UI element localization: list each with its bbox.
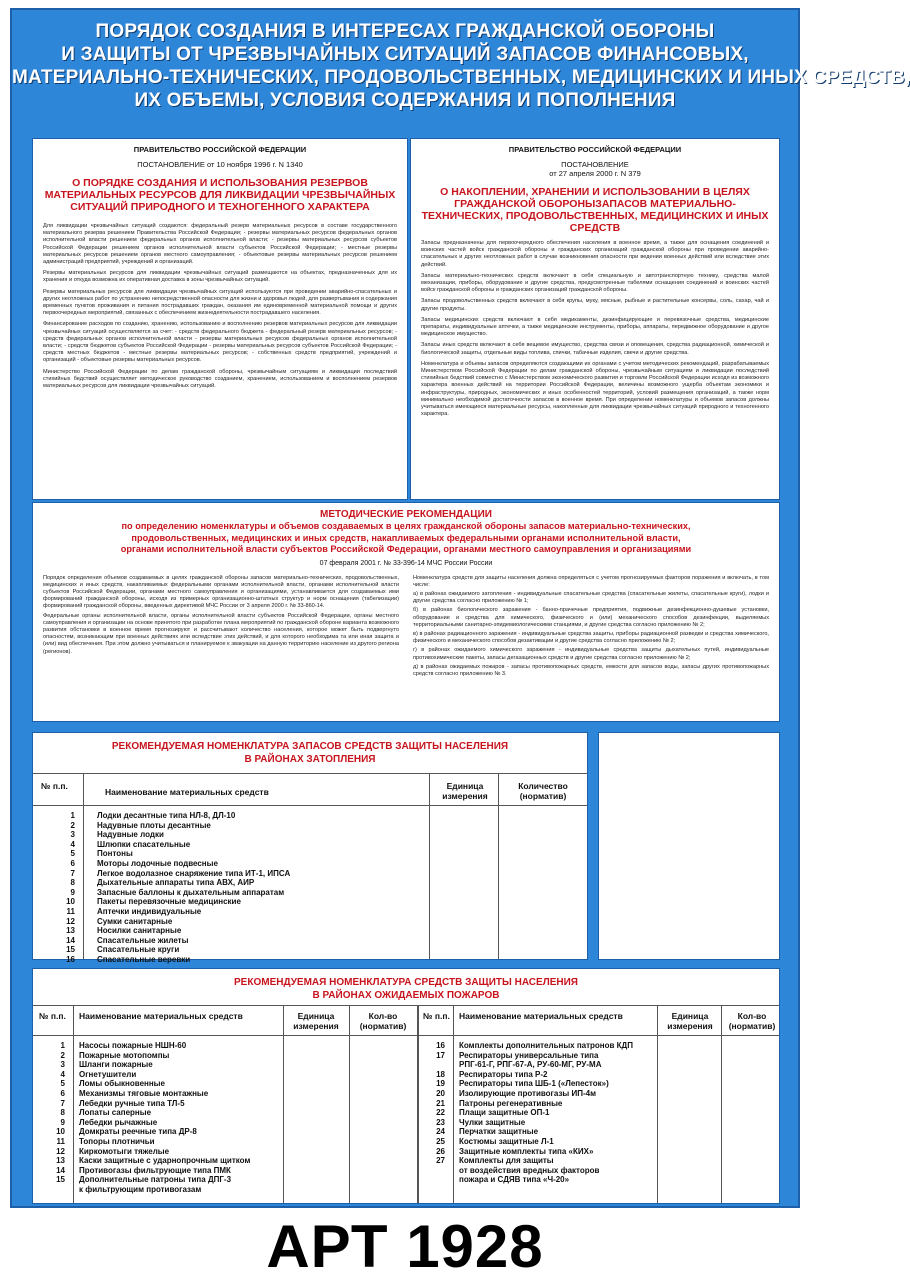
table-row: Пакеты перевязочные медицинские	[97, 897, 241, 907]
main-title-line: И ЗАЩИТЫ ОТ ЧРЕЗВЫЧАЙНЫХ СИТУАЦИЙ ЗАПАСОВ ФИНАНСОВЫХ,	[61, 44, 749, 65]
blank-pocket-panel	[598, 732, 780, 960]
paragraph: а) в районах ожидаемого затопления - индивидуальные спасательные средства (спасательные жилеты, спасательные круги), лодки и другие средства согласно приложению № 1;	[413, 590, 769, 605]
flood-number-column	[43, 811, 75, 965]
left-decree-panel	[32, 138, 408, 500]
right-gov-heading: ПРАВИТЕЛЬСТВО РОССИЙСКОЙ ФЕДЕРАЦИИ	[508, 145, 682, 154]
row-number: 26	[436, 1146, 445, 1156]
row-number: 1	[60, 1041, 65, 1050]
divider	[349, 1005, 350, 1203]
method-columns	[43, 575, 769, 681]
divider	[283, 1005, 284, 1203]
row-number: 24	[436, 1127, 445, 1137]
method-left-column	[43, 575, 399, 681]
fire-right-number-column	[421, 1041, 445, 1166]
left-decree-body	[43, 223, 397, 390]
col-header-quantity: Количество (норматив)	[518, 781, 568, 801]
row-number: 4	[60, 1069, 65, 1079]
fire-left-item-column	[79, 1041, 283, 1195]
flood-table-title-line: РЕКОМЕНДУЕМАЯ НОМЕНКЛАТУРА ЗАПАСОВ СРЕДСТВ ЗАЩИТЫ НАСЕЛЕНИЯ	[111, 741, 509, 752]
table-row: Механизмы тяговые монтажные	[79, 1088, 209, 1098]
row-number: 13	[66, 926, 75, 936]
paragraph: Для ликвидации чрезвычайных ситуаций создаются: федеральный резерв материальных ресурсов в составе государственного материального резерва решением Правительства Российской Федерации; - резервы материальных ресурсов федеральных органов исполнительной власти решением федеральных органов исполнительной власти; - резервы материальных ресурсов субъектов Российской Федерации решением органов исполнительной власти субъектов Российской Федерации; - местные резервы материальных ресурсов решением органов местного самоуправления; - объектовые резервы материальных ресурсов решением администраций предприятий, учреждений и организаций.	[43, 223, 397, 266]
paragraph: Запасы продовольственных средств включают в себя крупы, муку, мясные, рыбные и растительные консервы, соль, сахар, чай и другие продукты.	[421, 298, 769, 312]
method-heading: МЕТОДИЧЕСКИЕ РЕКОМЕНДАЦИИ	[320, 509, 492, 520]
row-number: 7	[60, 1098, 65, 1108]
paragraph: Министерство Российской Федерации по делам гражданской обороны, чрезвычайным ситуациям и ликвидации последствий стихийных бедствий осуществляет методическое руководство созданием, хранением, использованием и восполнением резервов материальных ресурсов для ликвидации чрезвычайных ситуаций.	[43, 368, 397, 390]
row-number: 7	[70, 868, 75, 878]
paragraph: в) в районах радиационного заражения - индивидуальные средства защиты, приборы радиационной разведки и средства химического, физического и механического способов дезактивации и другие средства согласно приложению № 2;	[413, 630, 769, 645]
paragraph: Запасы иных средств включают в себя вещевое имущество, средства связи и оповещения, средства радиационной, химической и биологической защиты, отдельные виды топлива, спички, табачные изделия, свечи и другие средства.	[421, 342, 769, 356]
table-row: от воздействия вредных факторов	[459, 1165, 600, 1175]
fire-right-item-column	[459, 1041, 655, 1185]
table-row: Топоры плотничьи	[79, 1136, 155, 1146]
table-row: Комплекты для защиты	[459, 1156, 554, 1166]
divider	[498, 773, 499, 959]
table-row: Пожарные мотопомпы	[79, 1050, 170, 1060]
table-row: Понтоны	[97, 849, 133, 859]
table-row: Респираторы универсальные типа	[459, 1050, 599, 1060]
row-number: 6	[60, 1088, 65, 1098]
row-number: 10	[56, 1127, 65, 1137]
table-row: Шланги пожарные	[79, 1060, 153, 1070]
main-title-line: ПОРЯДОК СОЗДАНИЯ В ИНТЕРЕСАХ ГРАЖДАНСКОЙ ОБОРОНЫ	[95, 21, 715, 42]
table-row: Надувные лодки	[97, 830, 164, 840]
paragraph: д) в районах ожидаемых пожаров - запасы противопожарных средств, емкости для запасов воды, запасы других противопожарных средств согласно приложению № 3.	[413, 663, 769, 677]
col-header-number: № п.п.	[39, 1011, 66, 1021]
divider	[657, 1005, 658, 1203]
method-recommendations-panel	[32, 502, 780, 722]
table-row: Спасательные жилеты	[97, 935, 189, 945]
row-number: 3	[70, 830, 75, 840]
col-header-unit: Единица измерения	[667, 1011, 713, 1031]
table-row: Спасательные веревки	[97, 954, 191, 964]
divider	[73, 1005, 74, 1203]
main-title-line: МАТЕРИАЛЬНО-ТЕХНИЧЕСКИХ, ПРОДОВОЛЬСТВЕННЫХ, МЕДИЦИНСКИХ И ИНЫХ СРЕДСТВ,	[12, 67, 910, 88]
table-row: Сумки санитарные	[97, 916, 173, 926]
col-header-unit: Единица измерения	[442, 781, 488, 801]
col-header-name: Наименование материальных средств	[459, 1011, 623, 1021]
row-number	[421, 1060, 445, 1070]
table-row: Костюмы защитные Л-1	[459, 1136, 554, 1146]
method-subline: по определению номенклатуры и объемов создаваемых в целях гражданской обороны запасов материально-технических,	[121, 521, 691, 531]
row-number: 11	[56, 1136, 65, 1146]
table-row: Лебедки ручные типа ТЛ-5	[79, 1098, 185, 1108]
left-decree-title: О ПОРЯДКЕ СОЗДАНИЯ И ИСПОЛЬЗОВАНИЯ РЕЗЕРВОВ МАТЕРИАЛЬНЫХ РЕСУРСОВ ДЛЯ ЛИКВИДАЦИИ ЧРЕЗВЫЧАЙНЫХ СИТУАЦИЙ ПРИРОДНОГО И ТЕХНОГЕННОГО ХАРАКТЕРА	[44, 177, 396, 213]
flood-table-panel	[32, 732, 588, 964]
table-row: Носилки санитарные	[97, 926, 182, 936]
table-row: Плащи защитные ОП-1	[459, 1108, 550, 1118]
paragraph: Запасы медицинских средств включают в себя медикаменты, дезинфицирующие и перевязочные средства, медицинские препараты, индивидуальные аптечки, а также медицинские инструменты, приборы, аппараты, передвижное оборудование и другое медицинское имущество.	[421, 316, 769, 338]
method-subline: органами исполнительной власти субъектов Российской Федерации, органами местного самоуправления и организациями	[120, 544, 692, 554]
table-row: РПГ-61-Г, РПГ-67-А, РУ-60-МГ, РУ-МА	[459, 1060, 602, 1070]
row-number: 18	[436, 1069, 445, 1079]
table-row: Респираторы типа Р-2	[459, 1069, 548, 1079]
right-decree-heading: О НАКОПЛЕНИИ, ХРАНЕНИИ И ИСПОЛЬЗОВАНИИ В ЦЕЛЯХ ГРАЖДАНСКОЙ ОБОРОНЫЗАПАСОВ МАТЕРИАЛЬНО-ТЕХНИЧЕСКИХ, ПРОДОВОЛЬСТВЕННЫХ, МЕДИЦИНСКИХ И ИНЫХ СРЕДСТВ	[421, 186, 769, 234]
divider	[83, 773, 84, 959]
paragraph: Резервы материальных ресурсов для ликвидации чрезвычайных ситуаций размещаются на объектах, предназначенных для их хранения и откуда возможна их оперативная доставка в зоны чрезвычайных ситуаций.	[43, 270, 397, 284]
row-number: 15	[56, 1175, 65, 1185]
row-number: 8	[60, 1108, 65, 1118]
fire-table-title-line: В РАЙОНАХ ОЖИДАЕМЫХ ПОЖАРОВ	[312, 989, 500, 1001]
table-row: Дыхательные аппараты типа АВХ, АИР	[97, 878, 255, 888]
table-row: Огнетушители	[79, 1069, 137, 1079]
row-number: 25	[436, 1136, 445, 1146]
row-number: 22	[436, 1108, 445, 1118]
paragraph: Федеральные органы исполнительной власти, органы исполнительной власти субъектов Российской Федерации, органы местного самоуправления и организации на основе принятого при разработке плана мероприятий по гражданской обороне варианта возможного развития обстановки в военное время прогнозируют и рассчитывают количество населения, которое может быть подвергнуто опасностям, возникающим при военных действиях или вследствие этих действий, и для которого необходима та или иная защита и (или) вид обеспечения. При этом должно учитываться и планируемое к эвакуации на данную территорию население из другого региона (регионов).	[43, 612, 399, 655]
table-row: Лодки десантные типа НЛ-8, ДЛ-10	[97, 811, 236, 820]
row-number: 5	[70, 849, 75, 859]
paragraph: Порядок определения объемов создаваемых в целях гражданской обороны запасов материально-технических, продовольственных, медицинских и иных средств, накапливаемых федеральными органами исполнительной власти, органами исполнительной власти субъектов Российской Федерации, органами местного самоуправления и организациями, устанавливается для создаваемых ими формирований гражданской обороны, исходя из примерных организационно-штатных структур и норм оснащения (табелизации) формирований гражданской обороны, введенных директивой МЧС России от 3 апреля 2000 г. № 33-860-14.	[43, 574, 399, 610]
row-number: 13	[56, 1156, 65, 1166]
row-number: 16	[66, 954, 75, 964]
right-decree-body	[421, 240, 769, 418]
row-number: 19	[436, 1079, 445, 1089]
table-row: Респираторы типа ШБ-1 («Лепесток»)	[459, 1079, 609, 1089]
row-number: 23	[436, 1117, 445, 1127]
left-decree-line: ПОСТАНОВЛЕНИЕ от 10 ноября 1996 г. N 1340	[137, 160, 303, 169]
table-row: Спасательные круги	[97, 945, 180, 955]
right-decree-date: от 27 апреля 2000 г. N 379	[549, 169, 641, 178]
table-row: Легкое водолазное снаряжение типа ИТ-1, ИПСА	[97, 868, 291, 878]
row-number: 17	[436, 1050, 445, 1060]
main-title	[12, 20, 910, 112]
row-number: 5	[60, 1079, 65, 1089]
divider	[33, 805, 587, 806]
table-row: Моторы лодочные подвесные	[97, 858, 218, 868]
paragraph: Финансирование расходов по созданию, хранению, использованию и восполнению резервов материальных ресурсов для ликвидации чрезвычайных ситуаций осуществляется за счет: - средств федерального бюджета - федеральный резерв материальных ресурсов; - средств федеральных органов исполнительной власти - резервы материальных ресурсов федеральных органов исполнительной власти; - средств бюджетов субъектов Российской Федерации - резервы материальных ресурсов субъектов Российской Федерации; - средств местных бюджетов - местные резервы материальных ресурсов; - собственных средств предприятий, учреждений и организаций - объектовые резервы материальных ресурсов.	[43, 321, 397, 364]
col-header-quantity: Кол-во (норматив)	[359, 1011, 407, 1031]
paragraph: б) в районах биологического заражения - банно-прачечные предприятия, подвижные дезинфекционно-душевые установки, оборудование и средства для химического, физического и (или) механического способов дезинфекции, выделяемых территориальными санитарно-эпидемиологическими станциями, и другие средства согласно приложению № 2;	[413, 607, 769, 628]
table-row: Ломы обыкновенные	[79, 1079, 165, 1089]
table-row: Домкраты реечные типа ДР-8	[79, 1127, 197, 1137]
paragraph: Номенклатура средств для защиты населения должна определяться с учетом прогнозируемых факторов поражения и включать, в том числе:	[413, 574, 769, 588]
row-number: 8	[70, 878, 75, 888]
flood-table-title	[33, 741, 587, 766]
table-row: Дополнительные патроны типа ДПГ-3	[79, 1175, 232, 1185]
table-row: Противогазы фильтрующие типа ПМК	[79, 1165, 231, 1175]
method-right-column	[413, 575, 769, 681]
method-date: 07 февраля 2001 г. № 33-396-14 МЧС России России	[319, 559, 493, 567]
row-number: 3	[60, 1060, 65, 1070]
row-number: 9	[60, 1117, 65, 1127]
row-number: 6	[70, 858, 75, 868]
table-row: Защитные комплекты типа «КИХ»	[459, 1146, 594, 1156]
main-title-line: ИХ ОБЪЕМЫ, УСЛОВИЯ СОДЕРЖАНИЯ И ПОПОЛНЕНИЯ	[134, 90, 676, 111]
table-row: Чулки защитные	[459, 1117, 526, 1127]
fire-table-panel	[32, 968, 780, 1204]
row-number: 21	[436, 1098, 445, 1108]
col-header-name: Наименование материальных средств	[79, 1011, 243, 1021]
row-number: 16	[436, 1041, 445, 1050]
col-header-quantity: Кол-во (норматив)	[728, 1011, 776, 1031]
divider	[429, 773, 430, 959]
paragraph: Номенклатура и объемы запасов определяются создающими их органами с учетом методических рекомендаций, разрабатываемых Министерством Российской Федерации по делам гражданской обороны, чрезвычайным ситуациям и ликвидации последствий стихийных бедствий совместно с Министерством экономического развития и торговли Российской Федерации исходя из возможного характера военных действий на территории Российской Федерации, величины возможного ущерба объектам экономики и инфраструктуры, природных, экономических и иных особенностей территорий, условий размещения организаций, а также норм минимально необходимой достаточности запасов в военное время. При определении номенклатуры и объемов запасов должны учитываться имеющиеся материальные ресурсы, накопленные для ликвидации чрезвычайных ситуаций природного и техногенного характера.	[421, 360, 769, 418]
divider	[33, 1005, 779, 1006]
flood-item-column	[97, 811, 427, 965]
table-row: Киркомотыги тяжелые	[79, 1146, 170, 1156]
divider	[33, 1035, 779, 1036]
table-row: Насосы пожарные НШН-60	[79, 1041, 187, 1050]
paragraph: Запасы материально-технических средств включают в себя специальную и автотранспортную технику, средства малой механизации, приборы, оборудование и другие средства, предусмотренные табелями оснащения соединений и воинских частей войск гражданской обороны и гражданских организаций гражданской обороны.	[421, 272, 769, 294]
poster-board	[10, 8, 910, 1208]
table-row: Каски защитные с ударнопрочным щитком	[79, 1156, 251, 1166]
table-row: Перчатки защитные	[459, 1127, 539, 1137]
col-header-number: № п.п.	[423, 1011, 450, 1021]
row-number: 15	[66, 945, 75, 955]
col-header-unit: Единица измерения	[293, 1011, 339, 1031]
row-number: 14	[66, 935, 75, 945]
table-row: Патроны регенеративные	[459, 1098, 563, 1108]
table-row: пожара и СДЯВ типа «Ч-20»	[459, 1175, 570, 1185]
divider	[417, 1005, 419, 1203]
col-header-name: Наименование материальных средств	[105, 787, 269, 797]
row-number: 2	[60, 1050, 65, 1060]
paragraph: Резервы материальных ресурсов для ликвидации чрезвычайных ситуаций используются при проведении аварийно-спасательных и других неотложных работ по устранению непосредственной опасности для жизни и здоровья людей, для развертывания и содержания временных пунктов проживания и питания пострадавших граждан, оказания им единовременной материальной помощи и других первоочередных мероприятий, связанных с обеспечением жизнедеятельности пострадавшего населения.	[43, 288, 397, 317]
row-number: 12	[56, 1146, 65, 1156]
row-number: 1	[70, 811, 75, 820]
table-row: Лопаты саперные	[79, 1108, 152, 1118]
col-header-number: № п.п.	[41, 781, 68, 791]
right-decree-title: ПОСТАНОВЛЕНИЕ	[561, 160, 629, 169]
table-row: к фильтрующим противогазам	[79, 1184, 202, 1194]
row-number: 12	[66, 916, 75, 926]
paragraph: г) в районах ожидаемого химического заражения - индивидуальные средства защиты дыхательных путей, индивидуальные противохимические пакеты, запасы дегазационных средств и другие средства согласно приложению № 2;	[413, 647, 769, 661]
product-code: АРТ 1928	[266, 1213, 544, 1280]
fire-left-number-column	[39, 1041, 65, 1185]
row-number: 4	[70, 839, 75, 849]
row-number: 20	[436, 1088, 445, 1098]
paragraph: Запасы предназначены для первоочередного обеспечения населения в военное время, а также для оснащения соединений и воинских частей войск гражданской обороны и гражданских организаций гражданской обороны при проведении аварийно-спасательных и других неотложных работ в случае возникновения опасности при ведении военных действий или вследствие этих действий.	[421, 240, 769, 268]
right-decree-panel	[410, 138, 780, 500]
row-number: 11	[66, 906, 75, 916]
table-row: Комплекты дополнительных патронов КДП	[459, 1041, 633, 1050]
row-number: 2	[70, 820, 75, 830]
table-row: Надувные плоты десантные	[97, 820, 211, 830]
row-number: 9	[70, 887, 75, 897]
left-gov-heading: ПРАВИТЕЛЬСТВО РОССИЙСКОЙ ФЕДЕРАЦИИ	[133, 145, 307, 154]
method-subline: продовольственных, медицинских и иных средств, накапливаемых федеральными органами исполнительной власти,	[131, 532, 681, 543]
divider	[721, 1005, 722, 1203]
flood-table-title-line: В РАЙОНАХ ЗАТОПЛЕНИЯ	[244, 753, 376, 765]
table-row: Лебедки рычажные	[79, 1117, 158, 1127]
table-row: Изолирующие противогазы ИП-4м	[459, 1088, 596, 1098]
table-row: Запасные баллоны к дыхательным аппаратам	[97, 887, 285, 897]
fire-table-title-line: РЕКОМЕНДУЕМАЯ НОМЕНКЛАТУРА СРЕДСТВ ЗАЩИТЫ НАСЕЛЕНИЯ	[234, 977, 578, 988]
table-row: Шлюпки спасательные	[97, 839, 191, 849]
divider	[33, 773, 587, 774]
fire-table-title	[33, 977, 779, 1002]
row-number: 14	[56, 1165, 65, 1175]
table-row: Аптечки индивидуальные	[97, 906, 202, 916]
divider	[453, 1005, 454, 1203]
row-number: 10	[66, 897, 75, 907]
row-number: 27	[436, 1156, 445, 1166]
